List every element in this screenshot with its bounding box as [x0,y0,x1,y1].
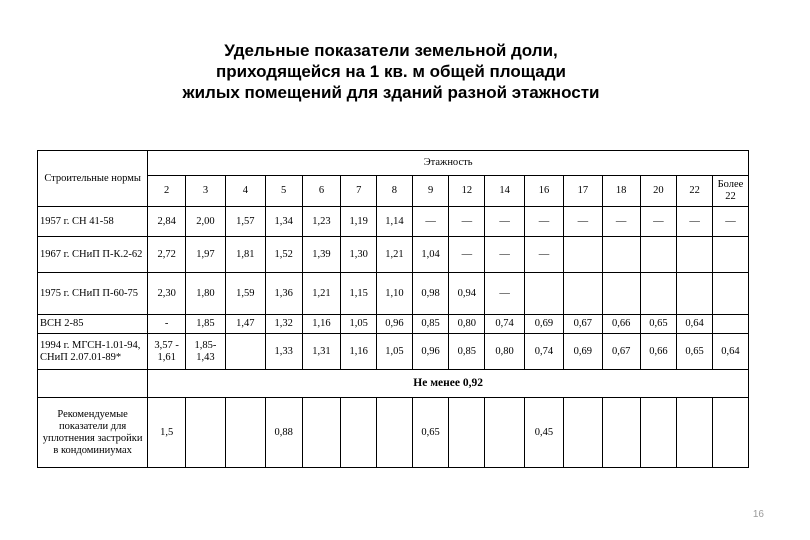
floor-header-cell: 6 [302,176,341,207]
value-cell: 1,52 [265,237,302,273]
value-cell: — [602,207,640,237]
value-cell: 0,80 [485,334,525,370]
norm-label-cell: 1994 г. МГСН-1.01-94, СНиП 2.07.01-89* [38,334,148,370]
value-cell: 0,67 [563,315,602,334]
value-cell: 0,80 [449,315,485,334]
value-cell: 1,81 [225,237,265,273]
value-cell: 0,74 [485,315,525,334]
page-number: 16 [752,509,764,520]
value-cell [712,237,748,273]
table-row [38,273,749,315]
value-cell: 2,72 [148,237,186,273]
value-cell: 1,16 [341,334,377,370]
value-cell: 0,45 [525,398,564,468]
value-cell: 0,66 [602,315,640,334]
value-cell [677,398,713,468]
value-cell: — [485,273,525,315]
norm-label-cell: 1975 г. СНиП П-60-75 [38,273,148,315]
floor-header-cell: 9 [412,176,449,207]
value-cell [677,237,713,273]
value-cell: 0,96 [377,315,413,334]
value-cell: 1,21 [302,273,341,315]
value-cell: — [449,237,485,273]
value-cell: 1,10 [377,273,413,315]
value-cell: — [449,207,485,237]
norm-label-cell: ВСН 2-85 [38,315,148,334]
value-cell: 1,23 [302,207,341,237]
floor-header-cell: Более 22 [712,176,748,207]
value-cell: 0,88 [265,398,302,468]
floor-header-cell: 22 [677,176,713,207]
floor-header-cell: 8 [377,176,413,207]
value-cell [712,398,748,468]
value-cell: 1,04 [412,237,449,273]
header-row-1 [38,151,749,176]
value-cell: 1,85-1,43 [186,334,226,370]
value-cell: 0,65 [640,315,677,334]
value-cell: 1,47 [225,315,265,334]
floors-header-cell: Этажность [148,151,749,176]
value-cell [602,398,640,468]
value-cell [640,398,677,468]
norms-header-cell: Строительные нормы [38,151,148,207]
floor-header-cell: 20 [640,176,677,207]
value-cell: 0,69 [525,315,564,334]
floor-header-cell: 4 [225,176,265,207]
value-cell: 2,30 [148,273,186,315]
value-cell: - [148,315,186,334]
value-cell: — [485,237,525,273]
recommended-row [38,398,749,468]
title-line-3: жилых помещений для зданий разной этажности [182,83,600,102]
title-line-2: приходящейся на 1 кв. м общей площади [215,62,566,81]
floor-header-cell: 16 [525,176,564,207]
value-cell: 1,19 [341,207,377,237]
value-cell [449,398,485,468]
value-cell: — [412,207,449,237]
recommended-label-cell: Рекомендуемые показатели для уплотнения застройки в кондоминиумах [38,398,148,468]
floor-header-cell: 3 [186,176,226,207]
floor-header-cell: 7 [341,176,377,207]
norm-label-cell: 1957 г. СН 41-58 [38,207,148,237]
value-cell: 0,85 [412,315,449,334]
floor-header-cell: 17 [563,176,602,207]
value-cell: 0,67 [602,334,640,370]
value-cell: 0,74 [525,334,564,370]
table-row [38,237,749,273]
value-cell: 1,36 [265,273,302,315]
value-cell: 0,64 [712,334,748,370]
value-cell: 1,31 [302,334,341,370]
value-cell: 1,32 [265,315,302,334]
value-cell: 1,16 [302,315,341,334]
value-cell: 2,00 [186,207,226,237]
value-cell: 0,65 [677,334,713,370]
value-cell: — [525,207,564,237]
value-cell: 0,96 [412,334,449,370]
value-cell [485,398,525,468]
value-cell: — [640,207,677,237]
land-share-table [37,150,749,468]
value-cell: — [525,237,564,273]
value-cell: 0,64 [677,315,713,334]
value-cell: 1,80 [186,273,226,315]
value-cell [225,334,265,370]
value-cell: 0,98 [412,273,449,315]
value-cell [225,398,265,468]
empty-cell [38,370,148,398]
value-cell: 1,97 [186,237,226,273]
floor-header-cell: 14 [485,176,525,207]
value-cell [525,273,564,315]
value-cell: 1,30 [341,237,377,273]
value-cell [602,237,640,273]
span-note-cell: Не менее 0,92 [148,370,749,398]
value-cell: 0,65 [412,398,449,468]
value-cell: — [485,207,525,237]
value-cell: 0,66 [640,334,677,370]
value-cell: 0,69 [563,334,602,370]
value-cell [640,237,677,273]
title-line-1: Удельные показатели земельной доли, [224,41,558,60]
value-cell [563,273,602,315]
floor-header-cell: 5 [265,176,302,207]
value-cell [186,398,226,468]
span-note-row [38,370,749,398]
value-cell: 1,57 [225,207,265,237]
value-cell [377,398,413,468]
floor-header-cell: 18 [602,176,640,207]
value-cell: 1,15 [341,273,377,315]
value-cell: 1,05 [377,334,413,370]
value-cell: 1,14 [377,207,413,237]
value-cell: 0,94 [449,273,485,315]
slide-title [0,40,782,103]
value-cell [640,273,677,315]
value-cell: — [563,207,602,237]
value-cell [563,398,602,468]
value-cell: 2,84 [148,207,186,237]
value-cell: 3,57 - 1,61 [148,334,186,370]
table-row [38,315,749,334]
value-cell [302,398,341,468]
value-cell: 1,59 [225,273,265,315]
value-cell [712,315,748,334]
table-row [38,334,749,370]
value-cell: 1,85 [186,315,226,334]
value-cell: — [712,207,748,237]
value-cell: — [677,207,713,237]
value-cell [341,398,377,468]
floor-header-cell: 12 [449,176,485,207]
value-cell: 0,85 [449,334,485,370]
value-cell: 1,5 [148,398,186,468]
value-cell [602,273,640,315]
value-cell: 1,33 [265,334,302,370]
floor-header-cell: 2 [148,176,186,207]
value-cell: 1,05 [341,315,377,334]
value-cell [712,273,748,315]
value-cell [563,237,602,273]
value-cell: 1,34 [265,207,302,237]
value-cell: 1,21 [377,237,413,273]
norm-label-cell: 1967 г. СНиП П-К.2-62 [38,237,148,273]
table-row [38,207,749,237]
value-cell: 1,39 [302,237,341,273]
value-cell [677,273,713,315]
